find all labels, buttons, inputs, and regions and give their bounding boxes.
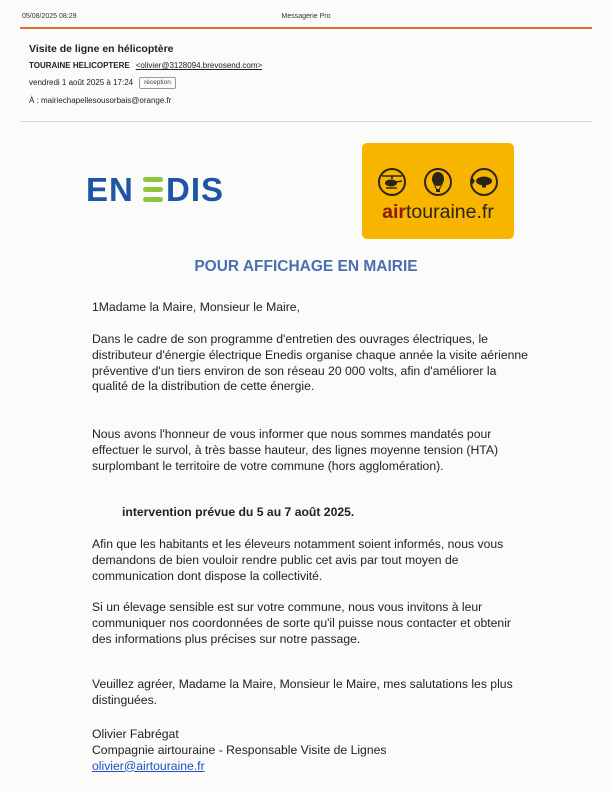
hot-air-balloon-icon [425,169,451,195]
svg-text:EN: EN [86,171,134,208]
letter-paragraph: Dans le cadre de son programme d'entretien des ouvrages électriques, le distributeur d'énergie électrique Enedis organise chaque année la visite aérienne préventive d'un tiers environ de son réseau 20 000 volts, afin d'améliorer la qualité de la distribution de cette énergie. [92,332,528,394]
enedis-logo [86,170,236,210]
folder-tag[interactable]: réception [139,77,176,89]
letter-paragraph: Si un élevage sensible est sur votre commune, nous vous invitons à leur communiquer nos coordonnées de sorte qu'il puisse nous contacter et obtenir des informations plus précises sur notre passage. [92,600,511,646]
print-header [0,13,612,27]
svg-text:DIS: DIS [166,171,225,208]
letter-closing: Veuillez agréer, Madame la Maire, Monsieur le Maire, mes salutations les plus distinguées. [92,677,513,707]
signature-role: Compagnie airtouraine - Responsable Visite de Lignes [92,742,387,757]
airtouraine-suffix: touraine.fr [406,201,494,223]
email-subject: Visite de ligne en hélicoptère [29,43,174,55]
print-app-name: Messagerie Pro [281,13,331,20]
helicopter-icon [379,169,405,195]
airtouraine-logo [362,143,514,239]
letter-salutation: 1Madame la Maire, Monsieur le Maire, [92,300,300,314]
airtouraine-wordmark [362,201,514,224]
email-from [29,61,262,70]
sender-name: TOURAINE HELICOPTERE [29,61,130,70]
email-recipient: À : mairiechapellesousorbais@orange.fr [29,96,172,105]
letter-paragraph: Nous avons l'honneur de vous informer que nous sommes mandatés pour effectuer le survol, à très basse hauteur, des lignes moyenne tension (HTA) surplombant le territoire de votre commune (hors agglomération). [92,427,499,473]
header-divider [20,27,592,29]
email-date-line [29,77,176,89]
email-date: vendredi 1 août 2025 à 17:24 [29,78,134,87]
airtouraine-prefix: air [382,201,407,223]
intervention-dates: intervention prévue du 5 au 7 août 2025. [122,505,355,519]
airship-icon [471,169,497,195]
signature-email-link[interactable]: olivier@airtouraine.fr [92,758,205,773]
signature-name: Olivier Fabrégat [92,727,179,741]
letter-paragraph: Afin que les habitants et les éleveurs notamment soient informés, nous vous demandons de bien vouloir rendre public cet avis par tout moyen de communication dont dispose la collectivité. [92,537,504,583]
signature-block [92,727,387,774]
letter-title: POUR AFFICHAGE EN MAIRIE [194,258,418,275]
print-timestamp: 05/08/2025 08:29 [22,13,77,20]
sender-email-link[interactable]: <olivier@3128094.brevosend.com> [135,61,263,70]
header-bottom-divider [20,121,592,122]
